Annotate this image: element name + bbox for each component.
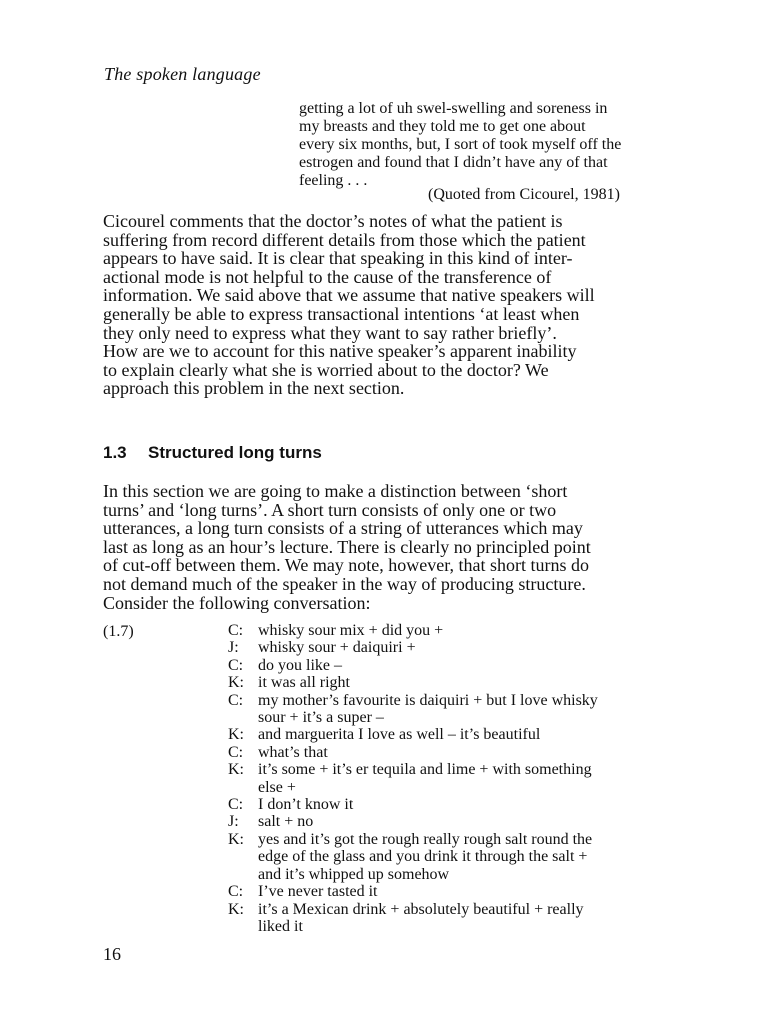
- utterance-line: else +: [258, 778, 296, 796]
- utterance-line: and it’s whipped up somehow: [258, 865, 450, 883]
- paragraph-2: [103, 482, 683, 612]
- transcript-turn: [228, 901, 678, 936]
- section-number: 1.3: [103, 443, 127, 462]
- page-number: 16: [103, 944, 121, 964]
- text-line: Cicourel comments that the doctor’s notes of what the patient is: [103, 211, 563, 231]
- speaker-label: C:: [228, 796, 244, 814]
- quote-line: every six months, but, I sort of took myself off the: [299, 136, 622, 153]
- example-number: (1.7): [103, 623, 134, 640]
- text-line: actional mode is not helpful to the cause of the transference of: [103, 266, 552, 287]
- text-line: approach this problem in the next section.: [103, 378, 405, 399]
- section-title: Structured long turns: [148, 443, 322, 462]
- utterance-line: liked it: [258, 917, 303, 935]
- transcript-turn: [228, 674, 678, 691]
- transcript-turn: [228, 692, 678, 727]
- utterance-line: I’ve never tasted it: [258, 883, 378, 901]
- transcript-turn: [228, 726, 678, 743]
- transcript-turn: [228, 744, 678, 761]
- utterance-line: it’s a Mexican drink + absolutely beautiful + really: [258, 900, 584, 918]
- utterance-line: I don’t know it: [258, 796, 354, 814]
- transcript-turn: [228, 622, 678, 639]
- text-line: In this section we are going to make a distinction between ‘short: [103, 481, 568, 501]
- quote-line: my breasts and they told me to get one about: [299, 118, 586, 135]
- text-line: not demand much of the speaker in the way of producing structure.: [103, 573, 586, 594]
- text-line: utterances, a long turn consists of a string of utterances which may: [103, 518, 583, 539]
- text-line: suffering from record different details from those which the patient: [103, 229, 586, 250]
- text-line: generally be able to express transactional intentions ‘at least when: [103, 303, 580, 324]
- utterance-line: my mother’s favourite is daiquiri + but I love whisky: [258, 691, 598, 709]
- speaker-label: K:: [228, 830, 244, 848]
- text-line: of cut-off between them. We may note, however, that short turns do: [103, 555, 590, 576]
- text-line: last as long as an hour’s lecture. There is clearly no principled point: [103, 536, 591, 557]
- speaker-label: C:: [228, 883, 244, 901]
- transcript-turn: [228, 883, 678, 900]
- transcript-turn: [228, 639, 678, 656]
- transcript-turn: [228, 657, 678, 674]
- utterance-line: it’s some + it’s er tequila and lime + with something: [258, 761, 592, 779]
- text-line: Consider the following conversation:: [103, 592, 371, 613]
- utterance-line: it was all right: [258, 674, 350, 692]
- running-head: The spoken language: [104, 64, 261, 84]
- speaker-label: K:: [228, 674, 244, 692]
- utterance-line: what’s that: [258, 743, 328, 761]
- speaker-label: J:: [228, 639, 239, 657]
- block-quote: [299, 100, 679, 190]
- utterance-line: salt + no: [258, 813, 314, 831]
- utterance-line: whisky sour + daiquiri +: [258, 639, 416, 657]
- text-line: they only need to express what they want to say rather briefly’.: [103, 322, 557, 343]
- speaker-label: C:: [228, 622, 244, 639]
- conversation-transcript: [228, 622, 678, 935]
- utterance-line: sour + it’s a super –: [258, 709, 384, 727]
- speaker-label: K:: [228, 726, 244, 744]
- utterance-line: do you like –: [258, 656, 342, 674]
- quote-citation: (Quoted from Cicourel, 1981): [428, 186, 620, 203]
- text-line: to explain clearly what she is worried about to the doctor? We: [103, 359, 549, 380]
- utterance-line: and marguerita I love as well – it’s beautiful: [258, 726, 541, 744]
- utterance-line: edge of the glass and you drink it through the salt +: [258, 848, 588, 866]
- utterance-line: yes and it’s got the rough really rough salt round the: [258, 830, 593, 848]
- paragraph-1: [103, 212, 683, 398]
- transcript-turn: [228, 796, 678, 813]
- speaker-label: K:: [228, 761, 244, 779]
- text-line: How are we to account for this native speaker’s apparent inability: [103, 341, 577, 362]
- speaker-label: K:: [228, 900, 244, 918]
- quote-line: feeling . . .: [299, 172, 368, 189]
- speaker-label: C:: [228, 691, 244, 709]
- speaker-label: C:: [228, 656, 244, 674]
- transcript-turn: [228, 813, 678, 830]
- quote-line: getting a lot of uh swel-swelling and soreness in: [299, 100, 608, 117]
- utterance-line: whisky sour mix + did you +: [258, 622, 444, 639]
- speaker-label: C:: [228, 743, 244, 761]
- transcript-turn: [228, 831, 678, 883]
- speaker-label: J:: [228, 813, 239, 831]
- section-heading: [103, 443, 322, 463]
- text-line: appears to have said. It is clear that speaking in this kind of inter-: [103, 248, 573, 269]
- quote-line: estrogen and found that I didn’t have any of that: [299, 154, 608, 171]
- text-line: turns’ and ‘long turns’. A short turn consists of only one or two: [103, 499, 557, 520]
- transcript-turn: [228, 761, 678, 796]
- text-line: information. We said above that we assume that native speakers will: [103, 285, 595, 306]
